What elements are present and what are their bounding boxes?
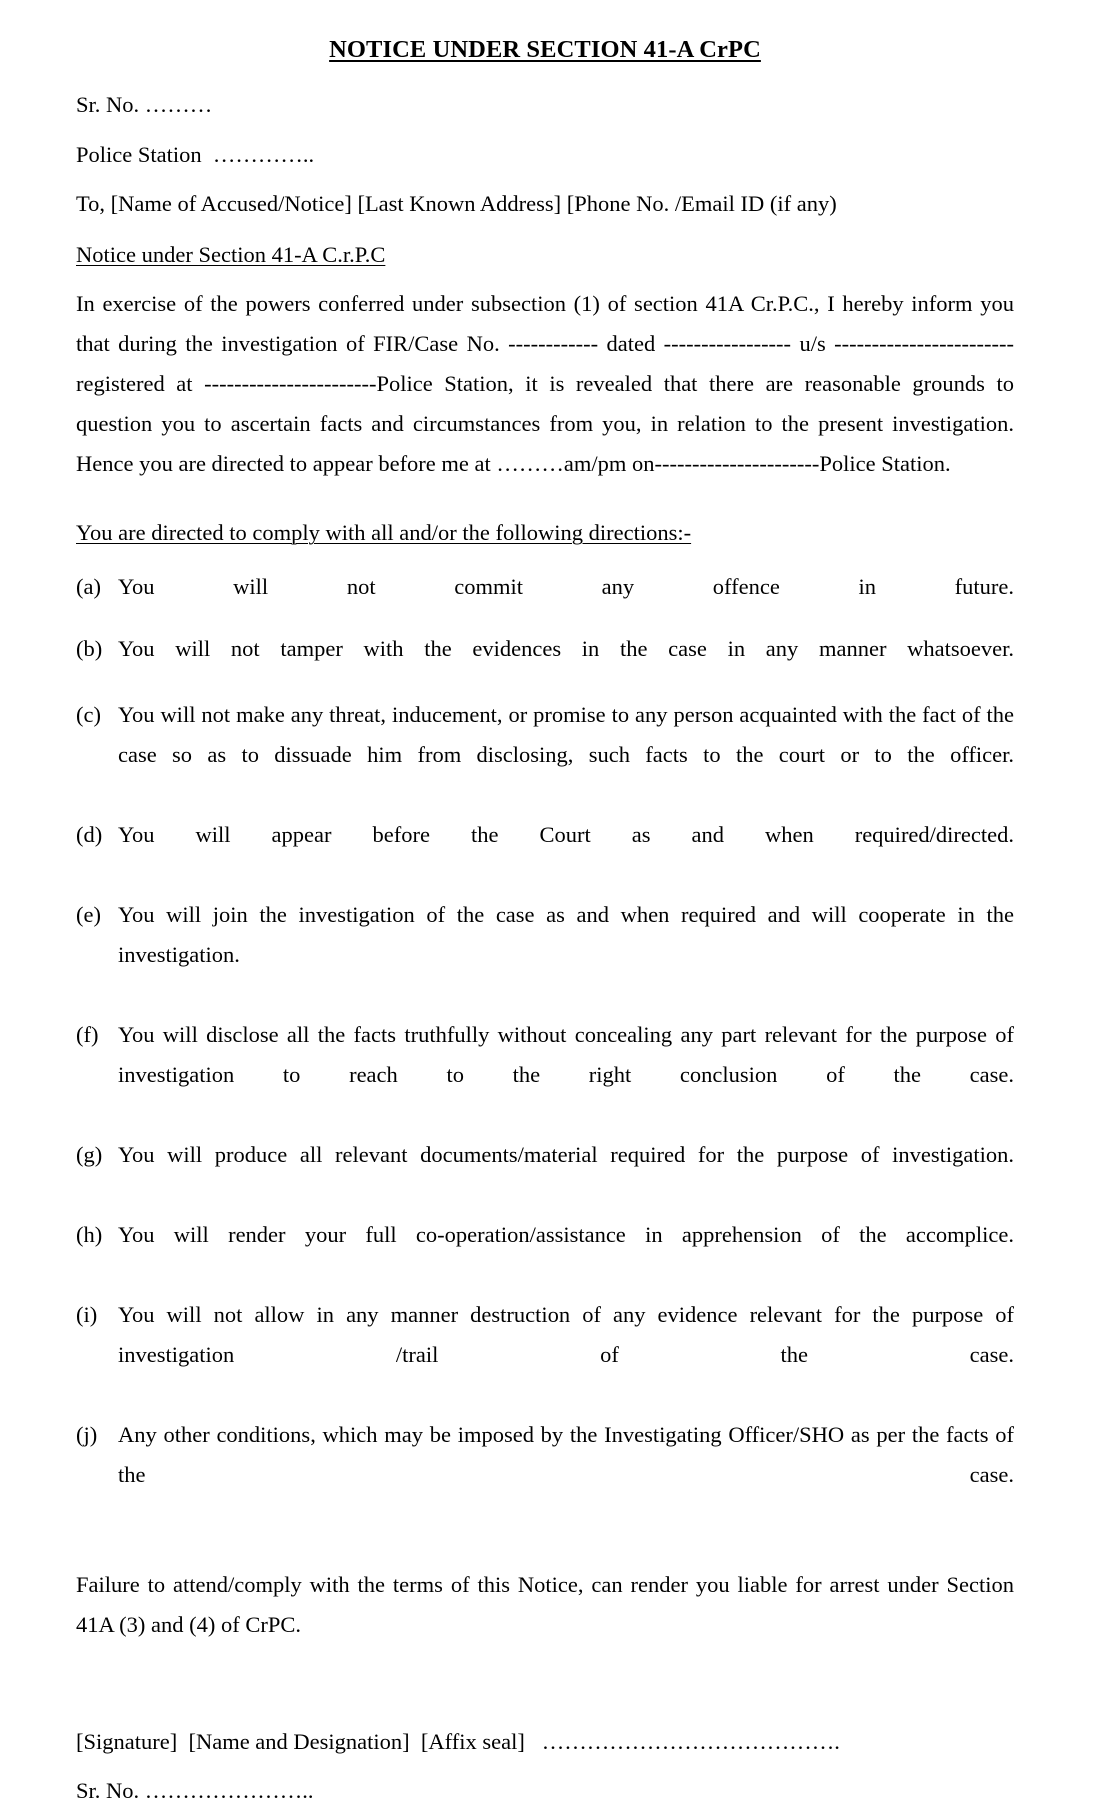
signature-block — [76, 1728, 1014, 1803]
list-item — [76, 1415, 1014, 1535]
document-content — [76, 0, 1014, 1803]
list-item-text: You will not commit any offence in future. — [118, 573, 1014, 599]
directions-heading-text: You are directed to comply with all and/or the following directions:- — [76, 520, 692, 546]
list-item — [76, 1135, 1014, 1215]
closing-paragraph: Failure to attend/comply with the terms of this Notice, can render you liable for arrest under Section 41A (3) and (4) of CrPC. — [76, 1571, 1014, 1637]
list-item-text: You will disclose all the facts truthfully without concealing any part relevant for the purpose of investigation to reach to the right conclusion of the case. — [118, 1021, 1014, 1087]
signature-line: [Signature] [Name and Designation] [Affix seal] …………………………………. — [76, 1728, 840, 1754]
list-item-marker: (c) — [76, 701, 101, 727]
list-item-marker: (b) — [76, 635, 103, 661]
list-item-marker: (j) — [76, 1421, 98, 1447]
body-paragraph: In exercise of the powers conferred under subsection (1) of section 41A Cr.P.C., I hereby inform you that during the investigation of FIR/Case No. ------------ dated ----------------- u/s ------------------------ registered at -----------------------Police Station, it is revealed that there are reasonable grounds to question you to ascertain facts and circumstances from you, in relation to the present investigation. Hence you are directed to appear before me at ………am/pm on----------------------Police Station. — [76, 291, 1014, 477]
list-item — [76, 571, 1014, 633]
directions-heading — [76, 522, 1014, 545]
page-title-text: NOTICE UNDER SECTION 41-A CrPC — [329, 36, 761, 63]
list-item-marker: (h) — [76, 1221, 103, 1247]
list-item-marker: (a) — [76, 573, 101, 599]
directions-list — [76, 571, 1014, 1535]
list-item-text: You will join the investigation of the case as and when required and will cooperate in the investigation. — [118, 901, 1014, 967]
notice-subheading-text: Notice under Section 41-A C.r.P.C — [76, 241, 386, 267]
police-station-field: Police Station ………….. — [76, 141, 315, 167]
list-item-text: You will render your full co-operation/assistance in apprehension of the accomplice. — [118, 1221, 1014, 1247]
list-item-marker: (d) — [76, 821, 103, 847]
serial-number-bottom: Sr. No. ………………….. — [76, 1778, 314, 1803]
list-item — [76, 1015, 1014, 1135]
list-item — [76, 633, 1014, 695]
list-item-text: You will not make any threat, inducement, or promise to any person acquainted with the fact of the case so as to dissuade him from disclosing, such facts to the court or to the officer. — [118, 701, 1014, 767]
list-item-marker: (g) — [76, 1141, 103, 1167]
list-item-marker: (i) — [76, 1301, 98, 1327]
list-item — [76, 815, 1014, 895]
list-item — [76, 1295, 1014, 1415]
serial-number-top: Sr. No. ……… — [76, 92, 213, 118]
list-item-text: You will produce all relevant documents/material required for the purpose of investigation. — [118, 1141, 1014, 1167]
list-item-text: You will not allow in any manner destruction of any evidence relevant for the purpose of investigation /trail of the case. — [118, 1301, 1014, 1367]
list-item — [76, 695, 1014, 815]
notice-subheading — [76, 241, 1014, 267]
list-item — [76, 1215, 1014, 1295]
list-item-marker: (f) — [76, 1021, 99, 1047]
list-item — [76, 895, 1014, 1015]
page-title — [76, 0, 1014, 64]
list-item-text: You will not tamper with the evidences in the case in any manner whatsoever. — [118, 635, 1014, 661]
list-item-text: Any other conditions, which may be imposed by the Investigating Officer/SHO as per the facts of the case. — [118, 1421, 1014, 1487]
list-item-marker: (e) — [76, 901, 101, 927]
list-item-text: You will appear before the Court as and when required/directed. — [118, 821, 1014, 847]
addressee-line: To, [Name of Accused/Notice] [Last Known Address] [Phone No. /Email ID (if any) — [76, 191, 837, 217]
